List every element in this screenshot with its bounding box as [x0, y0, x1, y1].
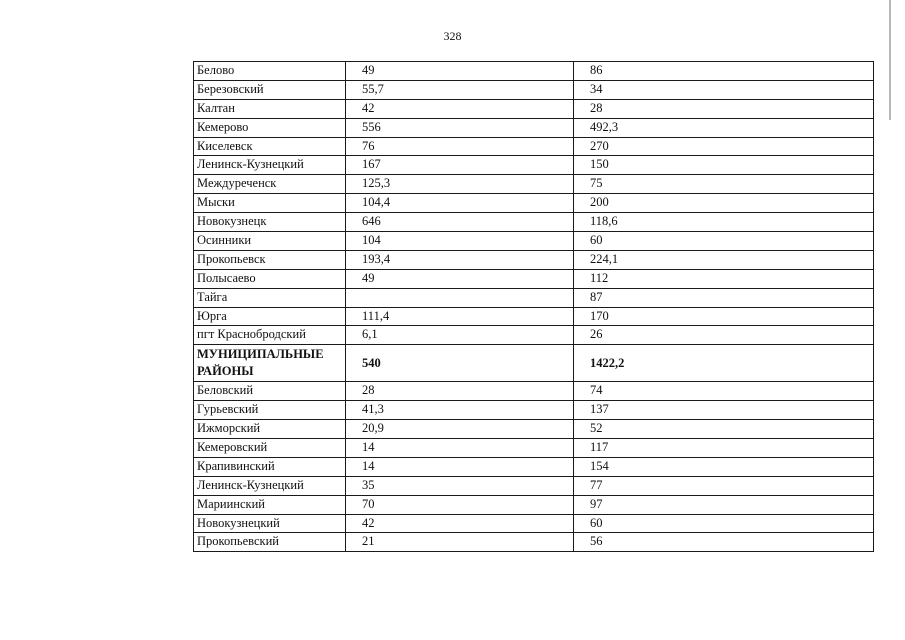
name-cell: Кемеровский [194, 439, 346, 458]
table-row [194, 137, 874, 156]
name-cell: Крапивинский [194, 457, 346, 476]
value-cell-1: 55,7 [346, 80, 574, 99]
name-cell: Прокопьевск [194, 250, 346, 269]
value-cell-1: 49 [346, 62, 574, 81]
value-cell-2: 60 [574, 514, 874, 533]
name-cell: Осинники [194, 232, 346, 251]
value-cell-2: 77 [574, 476, 874, 495]
value-cell-2: 86 [574, 62, 874, 81]
name-cell: Ижморский [194, 420, 346, 439]
table-row [194, 175, 874, 194]
table-row [194, 118, 874, 137]
name-cell: пгт Краснобродский [194, 326, 346, 345]
data-table [193, 61, 874, 552]
name-cell: Тайга [194, 288, 346, 307]
value-cell-1: 6,1 [346, 326, 574, 345]
table-row [194, 213, 874, 232]
value-cell-1: 21 [346, 533, 574, 552]
page-number: 328 [443, 29, 462, 43]
table-row [194, 533, 874, 552]
table-row [194, 156, 874, 175]
name-cell: Мариинский [194, 495, 346, 514]
table-row [194, 439, 874, 458]
value-cell-2: 137 [574, 401, 874, 420]
value-cell-1: 193,4 [346, 250, 574, 269]
table-row [194, 250, 874, 269]
name-cell: Юрга [194, 307, 346, 326]
table-row [194, 288, 874, 307]
table-body [194, 62, 874, 552]
table-row [194, 457, 874, 476]
value-cell-2: 112 [574, 269, 874, 288]
value-cell-1: 41,3 [346, 401, 574, 420]
value-cell-2: 492,3 [574, 118, 874, 137]
value-cell-2: 60 [574, 232, 874, 251]
value-cell-2: 26 [574, 326, 874, 345]
value-cell-1: 646 [346, 213, 574, 232]
name-cell: Ленинск-Кузнецкий [194, 156, 346, 175]
table-row [194, 307, 874, 326]
name-cell: Березовский [194, 80, 346, 99]
page-edge-line [889, 0, 891, 120]
value-cell-1: 14 [346, 439, 574, 458]
value-cell-1: 28 [346, 382, 574, 401]
name-cell: Калтан [194, 99, 346, 118]
table-row [194, 99, 874, 118]
value-cell-2: 224,1 [574, 250, 874, 269]
name-cell: Гурьевский [194, 401, 346, 420]
value-cell-2: 150 [574, 156, 874, 175]
value-cell-2: 170 [574, 307, 874, 326]
value-cell-2: 270 [574, 137, 874, 156]
value-cell-1: 556 [346, 118, 574, 137]
value-cell-2: 1422,2 [574, 345, 874, 382]
name-cell: Полысаево [194, 269, 346, 288]
value-cell-1: 20,9 [346, 420, 574, 439]
name-cell: Киселевск [194, 137, 346, 156]
name-cell: Новокузнецкий [194, 514, 346, 533]
value-cell-1 [346, 288, 574, 307]
value-cell-2: 74 [574, 382, 874, 401]
value-cell-1: 49 [346, 269, 574, 288]
value-cell-1: 125,3 [346, 175, 574, 194]
table-row [194, 194, 874, 213]
table-row [194, 62, 874, 81]
value-cell-2: 97 [574, 495, 874, 514]
name-cell: Мыски [194, 194, 346, 213]
value-cell-2: 34 [574, 80, 874, 99]
value-cell-1: 540 [346, 345, 574, 382]
name-cell: Кемерово [194, 118, 346, 137]
value-cell-1: 35 [346, 476, 574, 495]
value-cell-2: 28 [574, 99, 874, 118]
value-cell-2: 154 [574, 457, 874, 476]
name-cell: Междуреченск [194, 175, 346, 194]
table-row [194, 401, 874, 420]
value-cell-2: 52 [574, 420, 874, 439]
value-cell-1: 111,4 [346, 307, 574, 326]
name-cell: МУНИЦИПАЛЬНЫЕ РАЙОНЫ [194, 345, 346, 382]
value-cell-1: 42 [346, 514, 574, 533]
value-cell-2: 75 [574, 175, 874, 194]
value-cell-2: 87 [574, 288, 874, 307]
name-cell: Беловский [194, 382, 346, 401]
table-row [194, 476, 874, 495]
value-cell-1: 42 [346, 99, 574, 118]
value-cell-1: 76 [346, 137, 574, 156]
value-cell-1: 104,4 [346, 194, 574, 213]
name-cell: Прокопьевский [194, 533, 346, 552]
value-cell-1: 104 [346, 232, 574, 251]
table-row [194, 80, 874, 99]
value-cell-1: 70 [346, 495, 574, 514]
table-row [194, 382, 874, 401]
table-row [194, 326, 874, 345]
name-cell: Белово [194, 62, 346, 81]
table-row [194, 514, 874, 533]
table-row [194, 495, 874, 514]
value-cell-2: 200 [574, 194, 874, 213]
value-cell-1: 14 [346, 457, 574, 476]
table-group-row [194, 345, 874, 382]
table-row [194, 420, 874, 439]
table-row [194, 232, 874, 251]
value-cell-2: 56 [574, 533, 874, 552]
value-cell-2: 117 [574, 439, 874, 458]
name-cell: Новокузнецк [194, 213, 346, 232]
value-cell-1: 167 [346, 156, 574, 175]
value-cell-2: 118,6 [574, 213, 874, 232]
table-row [194, 269, 874, 288]
name-cell: Ленинск-Кузнецкий [194, 476, 346, 495]
